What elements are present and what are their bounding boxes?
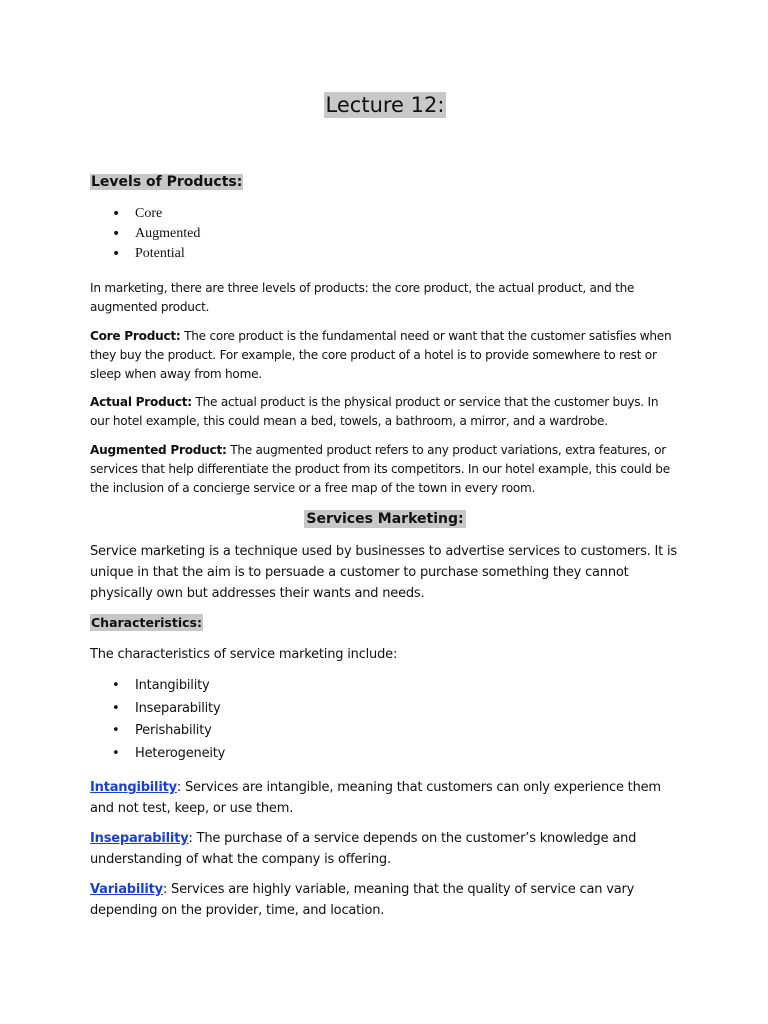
list-item: • Augmented <box>90 225 200 245</box>
intangibility-text: : Services are intangible, meaning that customers can only experience them and not test, keep, or use them. <box>90 780 661 816</box>
actual-product-text: The actual product is the physical product or service that the customer buys. In our hotel example, this could mean a bed, towels, a bathroom, a mirror, and a wardrobe. <box>90 395 659 428</box>
augmented-product-label: Augmented Product: <box>90 443 227 457</box>
title-container <box>90 93 680 117</box>
variability-text: : Services are highly variable, meaning that the quality of service can vary depending on the provider, time, and location. <box>90 882 635 918</box>
list-item: • Core <box>90 205 200 225</box>
list-item: • Inseparability <box>90 699 225 722</box>
list-item: • Heterogeneity <box>90 744 225 767</box>
intangibility-paragraph <box>90 777 680 819</box>
services-heading: Services Marketing: <box>306 511 464 527</box>
core-product-text: The core product is the fundamental need or want that the customer satisfies when they buy the product. For example, the core product of a hotel is to provide somewhere to rest or sleep when away from home. <box>90 329 672 381</box>
services-intro-paragraph: Service marketing is a technique used by businesses to advertise services to customers. It is unique in that the aim is to persuade a customer to purchase something they cannot physically own but addresses their wants and needs. <box>90 544 677 601</box>
actual-product-label: Actual Product: <box>90 395 192 409</box>
list-item: • Potential <box>90 245 200 265</box>
actual-product-paragraph <box>90 393 680 431</box>
variability-paragraph <box>90 879 680 921</box>
characteristics-list <box>90 676 225 766</box>
list-item: • Intangibility <box>90 676 225 699</box>
variability-link[interactable]: Variability <box>90 882 163 897</box>
services-heading-container <box>90 510 680 528</box>
characteristics-heading: Characteristics: <box>91 615 202 630</box>
augmented-product-text: The augmented product refers to any product variations, extra features, or services that help differentiate the product from its competitors. In our hotel example, this could be the inclusion of a concierge service or a free map of the town in every room. <box>90 443 670 495</box>
core-product-paragraph <box>90 327 680 384</box>
characteristics-intro: The characteristics of service marketing include: <box>90 647 398 662</box>
inseparability-paragraph <box>90 828 680 870</box>
inseparability-link[interactable]: Inseparability <box>90 831 189 846</box>
list-item: • Perishability <box>90 721 225 744</box>
levels-list <box>90 205 200 265</box>
page-title: Lecture 12: <box>325 93 445 117</box>
intangibility-link[interactable]: Intangibility <box>90 780 177 795</box>
levels-intro-paragraph: In marketing, there are three levels of products: the core product, the actual product, and the augmented product. <box>90 281 635 314</box>
augmented-product-paragraph <box>90 441 680 498</box>
core-product-label: Core Product: <box>90 329 181 343</box>
inseparability-text: : The purchase of a service depends on the customer’s knowledge and understanding of what the company is offering. <box>90 831 637 867</box>
levels-heading: Levels of Products: <box>91 174 243 190</box>
